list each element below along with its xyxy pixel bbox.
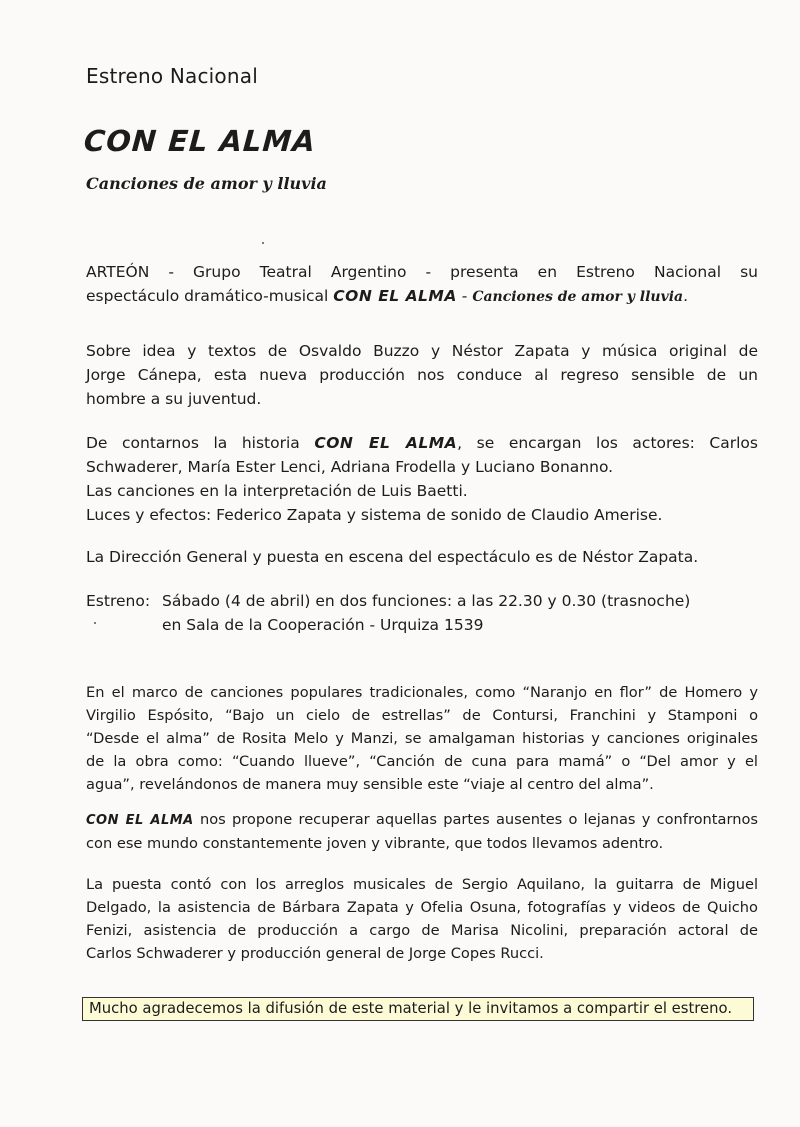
kicker: Estreno Nacional	[86, 64, 258, 88]
text-run: -	[456, 287, 473, 305]
paragraph-line: Sobre idea y textos de Osvaldo Buzzo y Néstor Zapata y música original de	[86, 342, 758, 360]
show-subtitle: Canciones de amor y lluvia	[86, 174, 327, 193]
paragraph-line: hombre a su juventud.	[86, 390, 262, 408]
paragraph-line: Delgado, la asistencia de Bárbara Zapata y Ofelia Osuna, fotografías y videos de Quicho	[86, 899, 758, 916]
text-run: espectáculo dramático-musical	[86, 287, 334, 305]
text-run: .	[683, 287, 689, 305]
paragraph-line: Jorge Cánepa, esta nueva producción nos conduce al regreso sensible de un	[86, 366, 758, 384]
paragraph-line: de la obra como: “Cuando llueve”, “Canción de cuna para mamá” o “Del amor y el	[86, 753, 758, 770]
paragraph-line	[86, 284, 758, 309]
premiere-venue: en Sala de la Cooperación - Urquiza 1539	[162, 616, 484, 634]
inline-title: CON EL ALMA	[333, 287, 457, 305]
paragraph-direction	[86, 545, 758, 569]
paragraph-line: Virgilio Espósito, “Bajo un cielo de estrellas” de Contursi, Franchini y Stamponi o	[86, 707, 758, 724]
paragraph-line: Carlos Schwaderer y producción general de Jorge Copes Rucci.	[86, 945, 544, 962]
paragraph-line: Las canciones en la interpretación de Luis Baetti.	[86, 482, 468, 500]
paragraph-songs	[86, 681, 758, 796]
paragraph-proposal	[86, 808, 758, 855]
premiere-label: Estreno:	[86, 592, 151, 610]
paper-speck	[94, 622, 96, 624]
paragraph-line: La Dirección General y puesta en escena del espectáculo es de Néstor Zapata.	[86, 548, 699, 566]
paper-speck	[262, 242, 264, 244]
paragraph-line: ARTEÓN - Grupo Teatral Argentino - presenta en Estreno Nacional su	[86, 263, 758, 281]
paragraph-line: Fenizi, asistencia de producción a cargo de Marisa Nicolini, preparación actoral de	[86, 922, 758, 939]
paragraph-line: Schwaderer, María Ester Lenci, Adriana Frodella y Luciano Bonanno.	[86, 458, 614, 476]
paragraph-line: La puesta contó con los arreglos musicales de Sergio Aquilano, la guitarra de Miguel	[86, 876, 758, 893]
paragraph-line	[86, 808, 758, 832]
paragraph-cast	[86, 431, 758, 527]
paragraph-line: con ese mundo constantemente joven y vibrante, que todos llevamos adentro.	[86, 835, 664, 852]
paragraph-presentation	[86, 260, 758, 309]
inline-title: CON EL ALMA	[314, 434, 458, 452]
paragraph-production	[86, 873, 758, 965]
closing-note-box: Mucho agradecemos la difusión de este material y le invitamos a compartir el estreno.	[82, 997, 754, 1021]
paragraph-line: Luces y efectos: Federico Zapata y sistema de sonido de Claudio Amerise.	[86, 506, 663, 524]
paragraph-line: agua”, revelándonos de manera muy sensible este “viaje al centro del alma”.	[86, 776, 654, 793]
text-run: , se encargan los actores: Carlos	[457, 434, 758, 452]
inline-subtitle: Canciones de amor y lluvia	[472, 289, 684, 305]
show-title: CON EL ALMA	[82, 124, 318, 158]
text-run: nos propone recuperar aquellas partes ausentes o lejanas y confrontarnos	[193, 811, 758, 828]
paragraph-line	[86, 431, 758, 455]
text-run: De contarnos la historia	[86, 434, 315, 452]
paragraph-credits	[86, 339, 758, 411]
inline-title: CON EL ALMA	[86, 813, 194, 828]
premiere-date: Sábado (4 de abril) en dos funciones: a las 22.30 y 0.30 (trasnoche)	[162, 592, 691, 610]
paragraph-line: En el marco de canciones populares tradicionales, como “Naranjo en flor” de Homero y	[86, 684, 758, 701]
paragraph-line: “Desde el alma” de Rosita Melo y Manzi, se amalgaman historias y canciones originales	[86, 730, 758, 747]
